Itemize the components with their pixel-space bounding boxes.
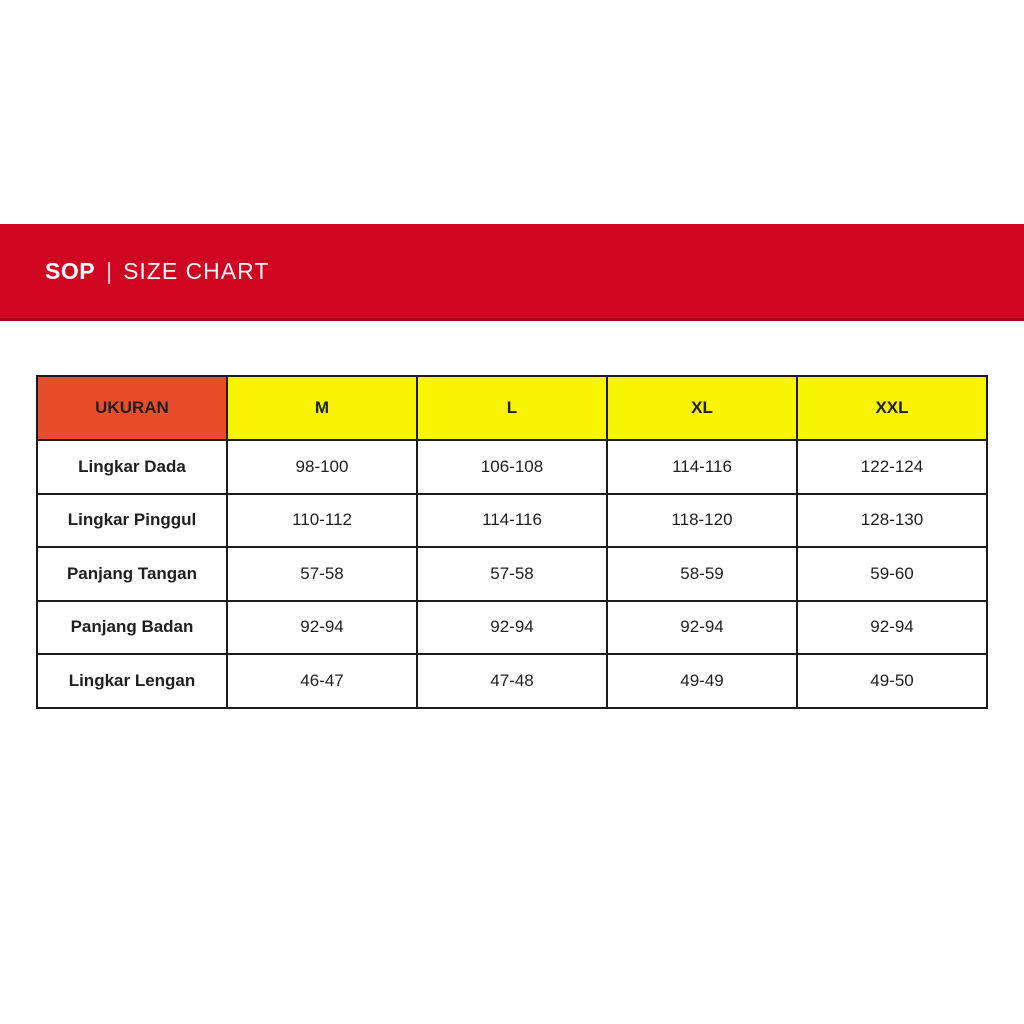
cell-value: 106-108 xyxy=(417,440,607,494)
cell-value: 110-112 xyxy=(227,494,417,548)
cell-value: 47-48 xyxy=(417,654,607,708)
cell-value: 92-94 xyxy=(227,601,417,655)
cell-value: 92-94 xyxy=(417,601,607,655)
cell-value: 128-130 xyxy=(797,494,987,548)
cell-value: 57-58 xyxy=(417,547,607,601)
row-label-lingkar-lengan: Lingkar Lengan xyxy=(37,654,227,708)
cell-value: 59-60 xyxy=(797,547,987,601)
cell-value: 92-94 xyxy=(607,601,797,655)
cell-value: 57-58 xyxy=(227,547,417,601)
title-banner xyxy=(0,224,1024,321)
table-row xyxy=(37,494,987,548)
cell-value: 118-120 xyxy=(607,494,797,548)
cell-value: 49-50 xyxy=(797,654,987,708)
header-ukuran: UKURAN xyxy=(37,376,227,440)
row-label-lingkar-dada: Lingkar Dada xyxy=(37,440,227,494)
row-label-panjang-tangan: Panjang Tangan xyxy=(37,547,227,601)
header-size-m: M xyxy=(227,376,417,440)
brand-name: SOP xyxy=(45,257,96,284)
cell-value: 92-94 xyxy=(797,601,987,655)
row-label-lingkar-pinggul: Lingkar Pinggul xyxy=(37,494,227,548)
table-header-row xyxy=(37,376,987,440)
table-row xyxy=(37,601,987,655)
size-chart-table xyxy=(36,375,988,709)
header-size-l: L xyxy=(417,376,607,440)
table-row xyxy=(37,440,987,494)
header-size-xxl: XXL xyxy=(797,376,987,440)
table-row xyxy=(37,547,987,601)
cell-value: 46-47 xyxy=(227,654,417,708)
size-chart-table-container xyxy=(36,375,988,709)
cell-value: 114-116 xyxy=(417,494,607,548)
cell-value: 122-124 xyxy=(797,440,987,494)
header-size-xl: XL xyxy=(607,376,797,440)
page-title: SIZE CHART xyxy=(123,257,270,284)
title-separator: | xyxy=(106,257,113,284)
cell-value: 58-59 xyxy=(607,547,797,601)
cell-value: 114-116 xyxy=(607,440,797,494)
table-row xyxy=(37,654,987,708)
cell-value: 98-100 xyxy=(227,440,417,494)
cell-value: 49-49 xyxy=(607,654,797,708)
row-label-panjang-badan: Panjang Badan xyxy=(37,601,227,655)
